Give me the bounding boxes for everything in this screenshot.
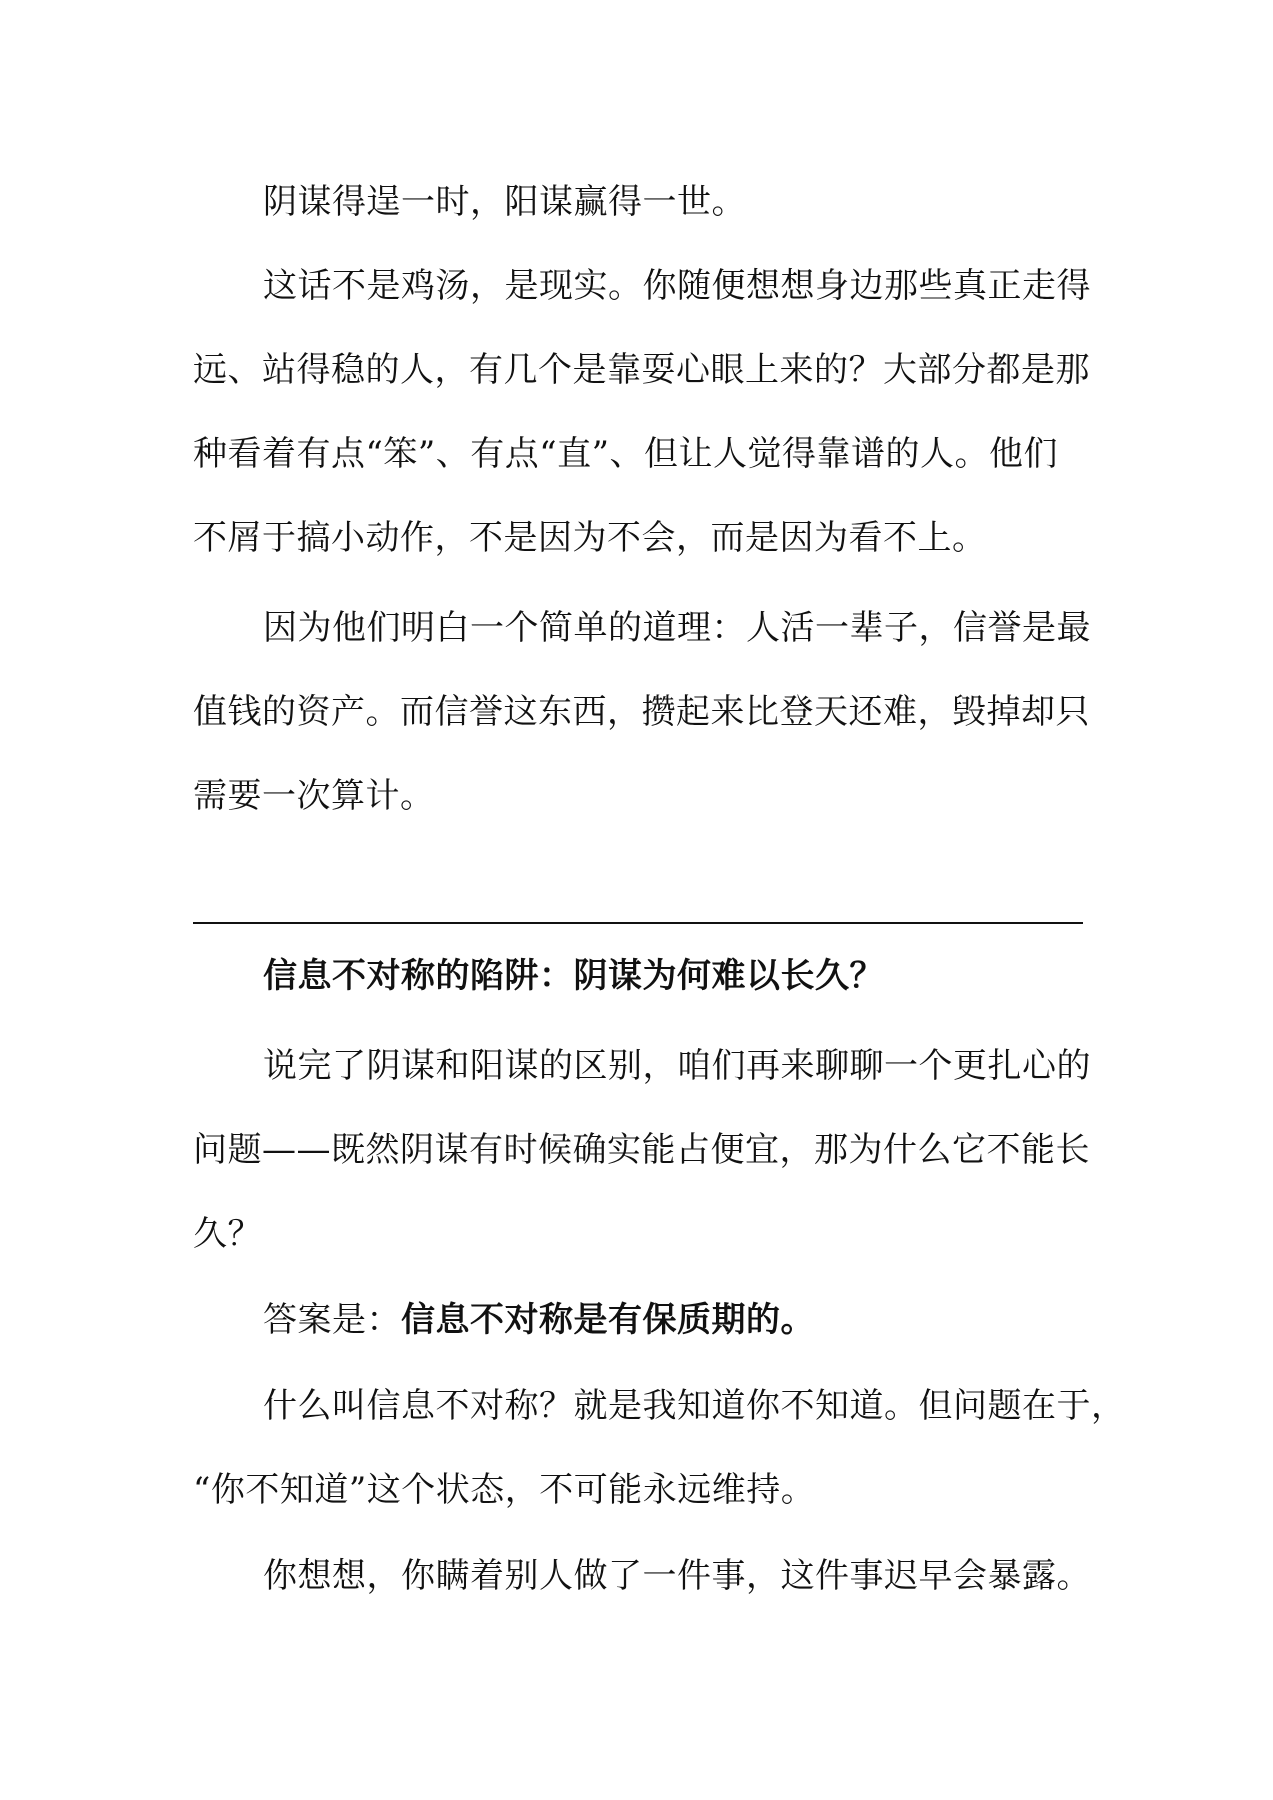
section-heading: 信息不对称的陷阱：阴谋为何难以长久？	[263, 956, 884, 996]
answer-prefix: 答案是：	[263, 1300, 401, 1340]
paragraph-line: “你不知道”这个状态，不可能永远维持。	[193, 1470, 816, 1510]
paragraph-line: 远、站得稳的人，有几个是靠耍心眼上来的？大部分都是那	[193, 350, 1090, 390]
paragraph-line: 种看着有点“笨”、有点“直”、但让人觉得靠谱的人。他们	[193, 434, 1059, 474]
section-divider	[193, 922, 1083, 924]
paragraph-line: 问题——既然阴谋有时候确实能占便宜，那为什么它不能长	[193, 1130, 1090, 1170]
paragraph-line: 值钱的资产。而信誉这东西，攒起来比登天还难，毁掉却只	[193, 692, 1090, 732]
paragraph-line: 需要一次算计。	[193, 776, 435, 816]
paragraph-line: 不屑于搞小动作，不是因为不会，而是因为看不上。	[193, 518, 987, 558]
answer-emphasis: 信息不对称是有保质期的。	[401, 1300, 815, 1340]
paragraph-line: 久？	[193, 1214, 262, 1254]
paragraph-line: 什么叫信息不对称？就是我知道你不知道。但问题在于，	[263, 1386, 1126, 1426]
paragraph-line: 阴谋得逞一时，阳谋赢得一世。	[263, 182, 746, 222]
paragraph-line: 说完了阴谋和阳谋的区别，咱们再来聊聊一个更扎心的	[263, 1046, 1091, 1086]
paragraph-line: 你想想，你瞒着别人做了一件事，这件事迟早会暴露。	[263, 1556, 1091, 1596]
paragraph-line: 因为他们明白一个简单的道理：人活一辈子，信誉是最	[263, 608, 1091, 648]
paragraph-line: 这话不是鸡汤，是现实。你随便想想身边那些真正走得	[263, 266, 1091, 306]
answer-line	[263, 1300, 1093, 1340]
